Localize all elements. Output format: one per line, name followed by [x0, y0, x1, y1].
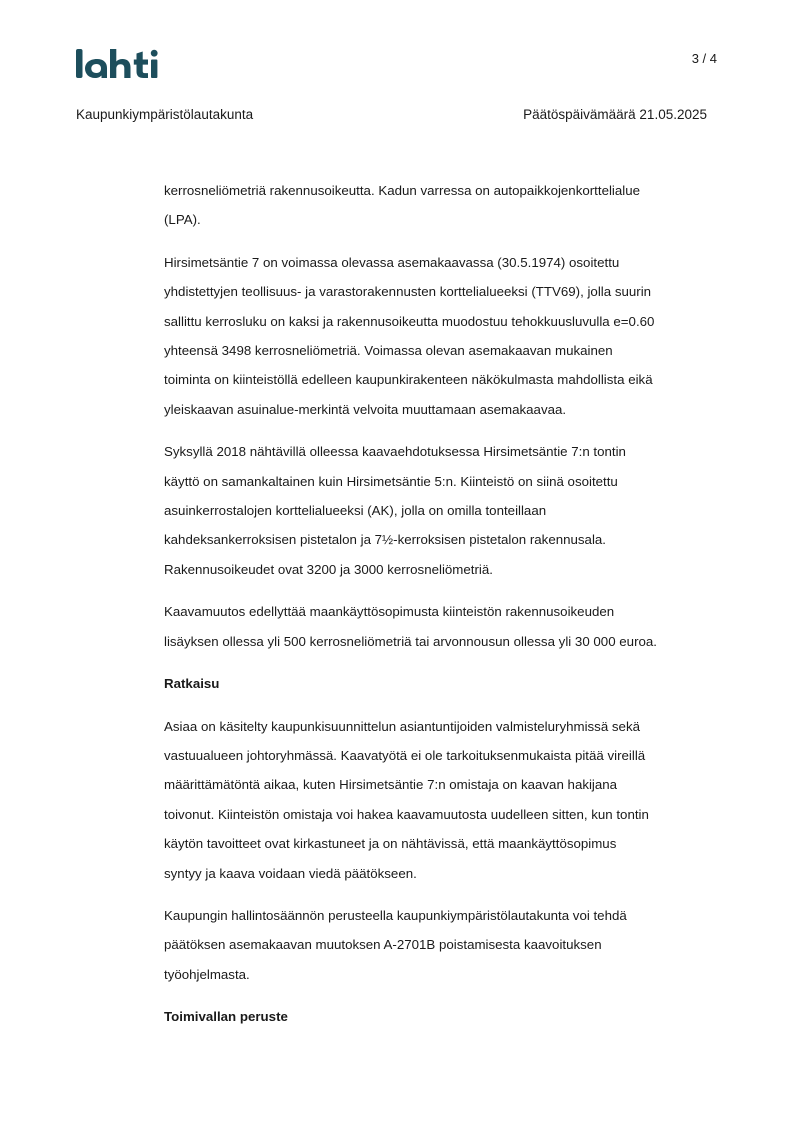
decision-date: Päätöspäivämäärä 21.05.2025 [523, 107, 707, 122]
paragraph-line: Kaavamuutos edellyttää maankäyttösopimusta kiinteistön rakennusoikeuden [164, 604, 615, 620]
paragraph-line: työohjelmasta. [164, 966, 250, 982]
lahti-logo [76, 46, 168, 84]
paragraph-line: yleiskaavan asuinalue-merkintä velvoita muuttamaan asemakaavaa. [164, 401, 567, 417]
document-header [76, 107, 707, 122]
lahti-logo-mark [76, 46, 168, 84]
paragraph-line: Kaupungin hallintosäännön perusteella kaupunkiympäristölautakunta voi tehdä [164, 907, 627, 923]
paragraph-line: (LPA). [164, 212, 201, 228]
organization-name: Kaupunkiympäristölautakunta [76, 107, 254, 122]
paragraph-line: Syksyllä 2018 nähtävillä olleessa kaavaehdotuksessa Hirsimetsäntie 7:n tontin [164, 444, 626, 460]
paragraph-line: kerrosneliömetriä rakennusoikeutta. Kadun varressa on autopaikkojenkorttelialue [164, 183, 641, 198]
paragraph-2 [164, 248, 724, 424]
paragraph-line: lisäyksen ollessa yli 500 kerrosneliömetriä tai arvonnousun ollessa yli 30 000 euroa. [164, 633, 657, 649]
section-heading-ratkaisu: Ratkaisu [164, 676, 220, 692]
paragraph-line: kahdeksankerroksisen pistetalon ja 7½-kerroksisen pistetalon rakennusala. [164, 532, 606, 548]
paragraph-line: asuinkerrostalojen korttelialueeksi (AK), jolla on omilla tonteillaan [164, 503, 547, 519]
paragraph-line: vastuualueen johtoryhmässä. Kaavatyötä ei ole tarkoituksenmukaista pitää vireillä [164, 747, 646, 763]
page-number: 3 / 4 [691, 51, 717, 66]
paragraph-line: yhteensä 3498 kerrosneliömetriä. Voimassa olevan asemakaavan mukainen [164, 343, 613, 359]
paragraph-line: Asiaa on käsitelty kaupunkisuunnittelun asiantuntijoiden valmisteluryhmissä sekä [164, 718, 640, 734]
paragraph-5 [164, 712, 724, 888]
paragraph-line: toivonut. Kiinteistön omistaja voi hakea kaavamuutosta uudelleen sitten, kun tontin [164, 806, 649, 822]
paragraph-line: käytön tavoitteet ovat kirkastuneet ja on nähtävissä, että maankäyttösopimus [164, 836, 617, 852]
paragraph-line: syntyy ja kaava voidaan viedä päätökseen. [164, 865, 417, 881]
paragraph-line: käyttö on samankaltainen kuin Hirsimetsäntie 5:n. Kiinteistö on siinä osoitettu [164, 473, 618, 489]
paragraph-line: sallittu kerrosluku on kaksi ja rakennusoikeutta muodostuu tehokkuusluvulla e=0.60 [164, 313, 655, 329]
paragraph-6 [164, 901, 724, 989]
paragraph-3 [164, 437, 724, 584]
section-heading-toimivallan-peruste: Toimivallan peruste [164, 1009, 288, 1025]
paragraph-line: yhdistettyjen teollisuus- ja varastorakennusten korttelialueeksi (TTV69), jolla suurin [164, 284, 652, 300]
paragraph-4 [164, 597, 724, 656]
paragraph-line: toiminta on kiinteistöllä edelleen kaupunkirakenteen näkökulmasta mahdollista eikä [164, 372, 653, 388]
document-body [164, 176, 724, 1045]
paragraph-1 [164, 176, 724, 235]
paragraph-line: määrittämätöntä aikaa, kuten Hirsimetsäntie 7:n omistaja on kaavan hakijana [164, 777, 618, 793]
paragraph-line: Hirsimetsäntie 7 on voimassa olevassa asemakaavassa (30.5.1974) osoitettu [164, 254, 620, 270]
paragraph-line: päätöksen asemakaavan muutoksen A-2701B poistamisesta kaavoituksen [164, 937, 602, 953]
paragraph-line: Rakennusoikeudet ovat 3200 ja 3000 kerrosneliömetriä. [164, 561, 493, 577]
